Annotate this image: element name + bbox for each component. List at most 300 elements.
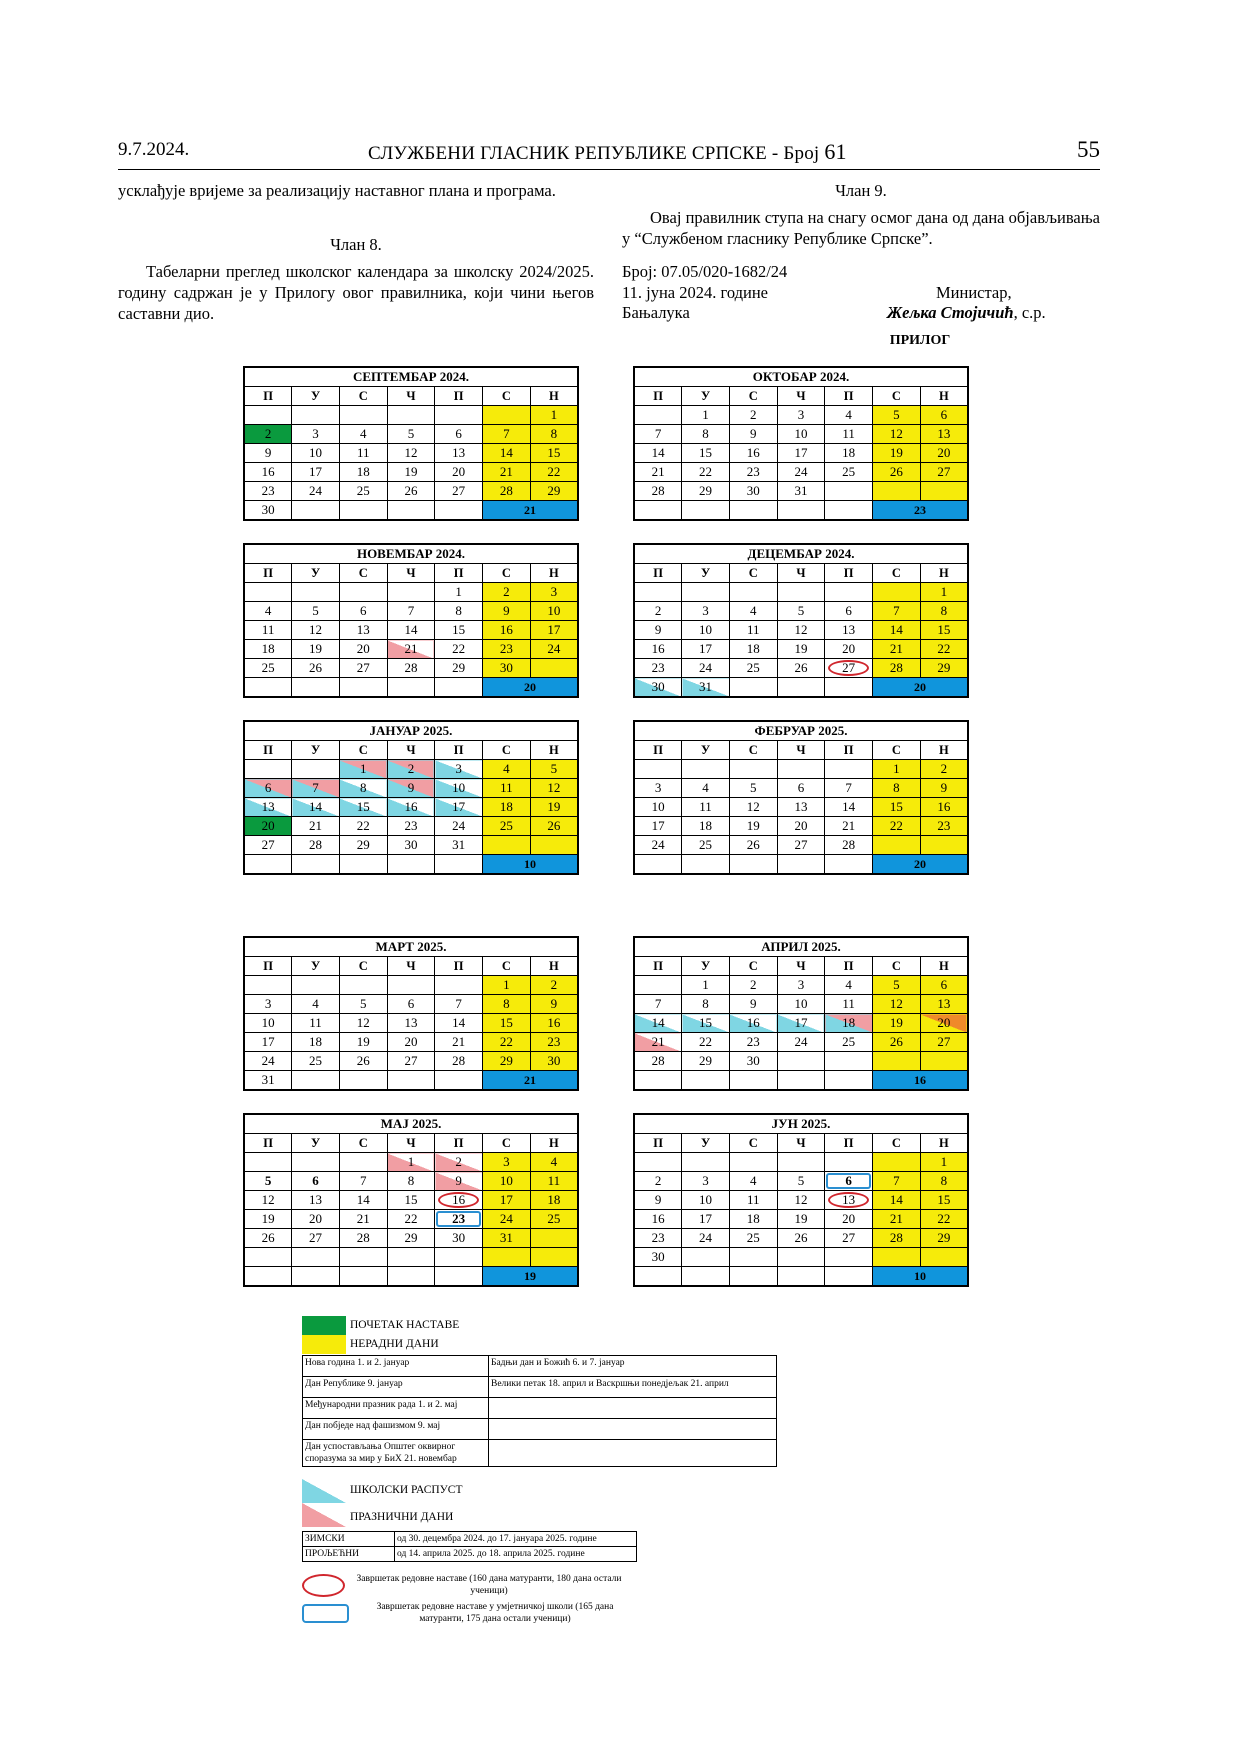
- week-row: [244, 1191, 578, 1210]
- weekday-header: П: [244, 387, 292, 406]
- weekday-header: С: [339, 741, 387, 760]
- clan8-paragraph: Табеларни преглед школског календара за школску 2024/2025. годину садржан је у Прилогу овог правилника, који чини његов саставни дио.: [118, 262, 594, 323]
- legend-row: [303, 1377, 777, 1398]
- weekday-header: Н: [920, 387, 968, 406]
- day-cell: 4: [729, 1172, 777, 1191]
- month-calendar: [243, 720, 579, 875]
- day-cell: 28: [435, 1052, 483, 1071]
- empty-cell: [682, 583, 730, 602]
- day-cell: 31: [435, 836, 483, 855]
- day-cell: 5: [777, 1172, 825, 1191]
- day-cell: 17: [244, 1033, 292, 1052]
- break-cell: од 14. априла 2025. до 18. априла 2025. године: [395, 1547, 637, 1562]
- empty-cell: [920, 836, 968, 855]
- day-cell: 28: [292, 836, 340, 855]
- day-cell: 16: [634, 640, 682, 659]
- weekday-header: С: [729, 387, 777, 406]
- weekday-header: Ч: [387, 564, 435, 583]
- empty-cell: [339, 678, 387, 698]
- day-cell: 26: [530, 817, 578, 836]
- empty-cell: [777, 855, 825, 875]
- day-cell: 16: [387, 798, 435, 817]
- month-calendar: [243, 366, 579, 521]
- day-cell: 30: [729, 1052, 777, 1071]
- empty-cell: [530, 836, 578, 855]
- day-cell: 18: [339, 463, 387, 482]
- day-cell: 7: [634, 995, 682, 1014]
- week-row: [244, 798, 578, 817]
- month-total: 10: [873, 1267, 968, 1287]
- day-cell: 4: [825, 406, 873, 425]
- day-cell: 27: [920, 1033, 968, 1052]
- legend-cell: [489, 1419, 777, 1440]
- day-cell: 12: [339, 1014, 387, 1033]
- day-cell: 3: [292, 425, 340, 444]
- day-cell: 17: [777, 1014, 825, 1033]
- weekday-header: Ч: [387, 387, 435, 406]
- empty-cell: [244, 976, 292, 995]
- week-row: [634, 1191, 968, 1210]
- week-row: [634, 1248, 968, 1267]
- day-cell: 16: [729, 1014, 777, 1033]
- week-row: [244, 760, 578, 779]
- weekday-header: Ч: [777, 564, 825, 583]
- week-row: [244, 482, 578, 501]
- legend-end-art: Завршетак редовне наставе у умјетничкој школи (165 дана матуранти, 175 дана остали ученици): [376, 1602, 614, 1624]
- issue-date: 9.7.2024.: [118, 139, 190, 160]
- day-cell: 29: [530, 482, 578, 501]
- week-row: [244, 1267, 578, 1287]
- day-cell: 13: [339, 621, 387, 640]
- empty-cell: [244, 855, 292, 875]
- broj-line: Број: 07.05/020-1682/24: [622, 262, 788, 281]
- week-row: [634, 640, 968, 659]
- day-cell: 21: [387, 640, 435, 659]
- day-cell: 5: [530, 760, 578, 779]
- day-cell: 1: [682, 406, 730, 425]
- weekday-header: У: [682, 957, 730, 976]
- day-cell: 11: [292, 1014, 340, 1033]
- weekday-header: П: [825, 957, 873, 976]
- legend-cell: Дан успостављања Општег оквирног споразума за мир у БиХ 21. новембар: [303, 1440, 489, 1467]
- day-cell: 26: [873, 1033, 921, 1052]
- day-cell: 14: [873, 1191, 921, 1210]
- day-cell: 5: [729, 779, 777, 798]
- weekday-header: С: [873, 957, 921, 976]
- weekday-header: П: [244, 1134, 292, 1153]
- day-cell: 3: [777, 976, 825, 995]
- weekday-header: П: [634, 957, 682, 976]
- empty-cell: [483, 836, 531, 855]
- day-cell: 9: [920, 779, 968, 798]
- day-cell: 26: [339, 1052, 387, 1071]
- day-cell: 28: [873, 1229, 921, 1248]
- empty-cell: [244, 1267, 292, 1287]
- weekday-header: С: [873, 387, 921, 406]
- week-row: [244, 1210, 578, 1229]
- day-cell: 17: [682, 640, 730, 659]
- weekday-header: Н: [920, 1134, 968, 1153]
- day-cell: 1: [920, 583, 968, 602]
- day-cell: 7: [435, 995, 483, 1014]
- day-cell: 10: [682, 621, 730, 640]
- legend-row: [303, 1440, 777, 1467]
- day-cell: 2: [435, 1153, 483, 1172]
- day-cell: 15: [387, 1191, 435, 1210]
- empty-cell: [244, 1248, 292, 1267]
- day-cell: 4: [483, 760, 531, 779]
- day-cell: 24: [777, 1033, 825, 1052]
- day-cell: 17: [483, 1191, 531, 1210]
- day-cell: 5: [873, 406, 921, 425]
- week-row: [634, 995, 968, 1014]
- empty-cell: [825, 501, 873, 521]
- day-cell: 3: [682, 1172, 730, 1191]
- day-cell: 17: [777, 444, 825, 463]
- month-title: АПРИЛ 2025.: [634, 937, 968, 957]
- empty-cell: [873, 1248, 921, 1267]
- weekday-header: Н: [530, 741, 578, 760]
- month-title: ОКТОБАР 2024.: [634, 367, 968, 387]
- week-row: [244, 621, 578, 640]
- day-cell: 15: [483, 1014, 531, 1033]
- day-cell: 18: [292, 1033, 340, 1052]
- weekday-header: С: [729, 741, 777, 760]
- mjesto-line: Бањалука: [622, 303, 690, 322]
- day-cell: 6: [244, 779, 292, 798]
- day-cell: 27: [825, 659, 873, 678]
- empty-cell: [825, 1267, 873, 1287]
- day-cell: 6: [920, 406, 968, 425]
- day-cell: 23: [244, 482, 292, 501]
- day-cell: 9: [244, 444, 292, 463]
- empty-cell: [387, 406, 435, 425]
- day-cell: 30: [729, 482, 777, 501]
- empty-cell: [777, 583, 825, 602]
- empty-cell: [634, 1267, 682, 1287]
- empty-cell: [387, 1071, 435, 1091]
- weekday-header: С: [483, 387, 531, 406]
- empty-cell: [339, 1071, 387, 1091]
- day-cell: 19: [729, 817, 777, 836]
- empty-cell: [682, 1153, 730, 1172]
- day-cell: 29: [682, 1052, 730, 1071]
- day-cell: 10: [682, 1191, 730, 1210]
- day-cell: 23: [729, 463, 777, 482]
- empty-cell: [339, 1248, 387, 1267]
- day-cell: 11: [729, 621, 777, 640]
- day-cell: 14: [825, 798, 873, 817]
- day-cell: 2: [387, 760, 435, 779]
- day-cell: 13: [920, 995, 968, 1014]
- clan9-text: [622, 207, 1100, 249]
- empty-cell: [777, 1248, 825, 1267]
- legend-school-break: ШКОЛСКИ РАСПУСТ: [350, 1484, 463, 1496]
- empty-cell: [825, 1153, 873, 1172]
- day-cell: 25: [483, 817, 531, 836]
- red-ring-icon: [302, 1574, 345, 1597]
- day-cell: 11: [825, 995, 873, 1014]
- empty-cell: [292, 1153, 340, 1172]
- week-row: [244, 678, 578, 698]
- yellow-swatch: [302, 1335, 346, 1354]
- day-cell: 28: [634, 1052, 682, 1071]
- week-row: [634, 602, 968, 621]
- empty-cell: [777, 1267, 825, 1287]
- break-row: [303, 1547, 637, 1562]
- day-cell: 30: [634, 1248, 682, 1267]
- green-swatch: [302, 1316, 346, 1335]
- day-cell: 28: [483, 482, 531, 501]
- day-cell: 14: [435, 1014, 483, 1033]
- day-cell: 4: [825, 976, 873, 995]
- day-cell: 3: [244, 995, 292, 1014]
- weekday-header: Ч: [777, 1134, 825, 1153]
- day-cell: 26: [244, 1229, 292, 1248]
- empty-cell: [339, 501, 387, 521]
- day-cell: 23: [920, 817, 968, 836]
- empty-cell: [244, 583, 292, 602]
- weekday-header: П: [435, 387, 483, 406]
- week-row: [244, 640, 578, 659]
- week-row: [634, 1071, 968, 1091]
- day-cell: 28: [387, 659, 435, 678]
- month-table: [633, 543, 969, 698]
- day-cell: 25: [530, 1210, 578, 1229]
- day-cell: 26: [729, 836, 777, 855]
- empty-cell: [729, 760, 777, 779]
- day-cell: 1: [339, 760, 387, 779]
- week-row: [634, 659, 968, 678]
- journal-name: СЛУЖБЕНИ ГЛАСНИК РЕПУБЛИКЕ СРПСКЕ - Број: [368, 143, 820, 164]
- weekday-header: Н: [530, 957, 578, 976]
- weekday-header: П: [634, 741, 682, 760]
- week-row: [244, 444, 578, 463]
- day-cell: 8: [873, 779, 921, 798]
- empty-cell: [292, 583, 340, 602]
- empty-cell: [634, 583, 682, 602]
- legend-nonwork: НЕРАДНИ ДАНИ: [350, 1338, 439, 1350]
- empty-cell: [530, 1248, 578, 1267]
- day-cell: 25: [825, 1033, 873, 1052]
- empty-cell: [873, 836, 921, 855]
- month-table: [243, 936, 579, 1091]
- day-cell: 11: [483, 779, 531, 798]
- empty-cell: [435, 855, 483, 875]
- day-cell: 20: [825, 1210, 873, 1229]
- legend-cell: Велики петак 18. април и Васкршњи понедјељак 21. април: [489, 1377, 777, 1398]
- week-row: [244, 501, 578, 521]
- day-cell: 21: [634, 463, 682, 482]
- day-cell: 24: [435, 817, 483, 836]
- empty-cell: [777, 1153, 825, 1172]
- empty-cell: [777, 1052, 825, 1071]
- legend-end-regular: Завршетак редовне наставе (160 дана матуранти, 180 дана остали ученици): [356, 1574, 622, 1596]
- week-row: [634, 1014, 968, 1033]
- empty-cell: [682, 855, 730, 875]
- day-cell: 27: [339, 659, 387, 678]
- day-cell: 4: [244, 602, 292, 621]
- month-title: МАЈ 2025.: [244, 1114, 578, 1134]
- month-title: ДЕЦЕМБАР 2024.: [634, 544, 968, 564]
- week-row: [244, 976, 578, 995]
- week-row: [634, 425, 968, 444]
- empty-cell: [387, 855, 435, 875]
- day-cell: 16: [483, 621, 531, 640]
- day-cell: 27: [244, 836, 292, 855]
- empty-cell: [729, 1153, 777, 1172]
- day-cell: 19: [292, 640, 340, 659]
- empty-cell: [825, 1071, 873, 1091]
- break-cell: од 30. децембра 2024. до 17. јануара 2025. године: [395, 1532, 637, 1547]
- empty-cell: [873, 1153, 921, 1172]
- week-row: [634, 855, 968, 875]
- empty-cell: [387, 976, 435, 995]
- month-table: [243, 1113, 579, 1287]
- day-cell: 21: [873, 640, 921, 659]
- day-cell: 19: [387, 463, 435, 482]
- legend-cell: [489, 1398, 777, 1419]
- day-cell: 20: [244, 817, 292, 836]
- empty-cell: [339, 976, 387, 995]
- day-cell: 2: [483, 583, 531, 602]
- month-calendar: [633, 1113, 969, 1287]
- weekday-header: Н: [530, 1134, 578, 1153]
- day-cell: 9: [634, 621, 682, 640]
- week-row: [634, 817, 968, 836]
- week-row: [634, 760, 968, 779]
- week-row: [634, 1267, 968, 1287]
- empty-cell: [825, 583, 873, 602]
- weekday-header: П: [435, 564, 483, 583]
- day-cell: 16: [729, 444, 777, 463]
- day-cell: 6: [777, 779, 825, 798]
- day-cell: 20: [339, 640, 387, 659]
- day-cell: 3: [435, 760, 483, 779]
- month-title: ФЕБРУАР 2025.: [634, 721, 968, 741]
- empty-cell: [634, 760, 682, 779]
- week-row: [244, 425, 578, 444]
- day-cell: 1: [920, 1153, 968, 1172]
- intro-text: усклађује вријеме за реализацију наставног плана и програма.: [118, 181, 556, 200]
- header-rule: [118, 169, 1100, 170]
- day-cell: 28: [873, 659, 921, 678]
- weekday-header: П: [435, 957, 483, 976]
- day-cell: 19: [244, 1210, 292, 1229]
- day-cell: 12: [292, 621, 340, 640]
- day-cell: 18: [729, 1210, 777, 1229]
- day-cell: 17: [530, 621, 578, 640]
- week-row: [244, 1014, 578, 1033]
- day-cell: 29: [483, 1052, 531, 1071]
- day-cell: 16: [530, 1014, 578, 1033]
- day-cell: 30: [483, 659, 531, 678]
- day-cell: 21: [483, 463, 531, 482]
- empty-cell: [729, 1267, 777, 1287]
- clan8-text: [118, 261, 594, 324]
- day-cell: 2: [729, 406, 777, 425]
- week-row: [244, 855, 578, 875]
- day-cell: 11: [729, 1191, 777, 1210]
- empty-cell: [292, 760, 340, 779]
- empty-cell: [920, 482, 968, 501]
- weekday-header: С: [729, 957, 777, 976]
- empty-cell: [339, 855, 387, 875]
- weekday-header: Н: [530, 564, 578, 583]
- empty-cell: [729, 501, 777, 521]
- day-cell: 11: [244, 621, 292, 640]
- month-calendar: [633, 543, 969, 698]
- day-cell: 8: [435, 602, 483, 621]
- day-cell: 21: [634, 1033, 682, 1052]
- weekday-header: С: [339, 387, 387, 406]
- day-cell: 12: [530, 779, 578, 798]
- clan8-title: Члан 8.: [330, 235, 382, 254]
- day-cell: 18: [682, 817, 730, 836]
- weekday-header: П: [634, 387, 682, 406]
- empty-cell: [292, 406, 340, 425]
- empty-cell: [682, 760, 730, 779]
- day-cell: 23: [634, 659, 682, 678]
- school-break-swatch: [302, 1479, 346, 1503]
- weekday-header: П: [825, 1134, 873, 1153]
- empty-cell: [435, 1267, 483, 1287]
- day-cell: 7: [339, 1172, 387, 1191]
- day-cell: 19: [339, 1033, 387, 1052]
- legend-holidays: ПРАЗНИЧНИ ДАНИ: [350, 1511, 454, 1523]
- day-cell: 30: [634, 678, 682, 698]
- week-row: [244, 779, 578, 798]
- weekday-header: С: [729, 564, 777, 583]
- day-cell: 9: [387, 779, 435, 798]
- clan9-title: Члан 9.: [835, 181, 887, 200]
- day-cell: 18: [483, 798, 531, 817]
- day-cell: 2: [244, 425, 292, 444]
- month-title: ЈАНУАР 2025.: [244, 721, 578, 741]
- weekday-header: П: [244, 741, 292, 760]
- day-cell: 31: [483, 1229, 531, 1248]
- day-cell: 27: [387, 1052, 435, 1071]
- day-cell: 8: [530, 425, 578, 444]
- week-row: [634, 836, 968, 855]
- day-cell: 13: [292, 1191, 340, 1210]
- issue-number: 61: [824, 139, 847, 164]
- day-cell: 4: [530, 1153, 578, 1172]
- day-cell: 1: [873, 760, 921, 779]
- day-cell: 15: [920, 1191, 968, 1210]
- week-row: [634, 798, 968, 817]
- weekday-header: П: [825, 741, 873, 760]
- empty-cell: [729, 678, 777, 698]
- nonwork-table: [302, 1355, 777, 1467]
- empty-cell: [777, 501, 825, 521]
- day-cell: 10: [435, 779, 483, 798]
- month-calendar: [633, 720, 969, 875]
- day-cell: 12: [873, 995, 921, 1014]
- weekday-header: У: [682, 1134, 730, 1153]
- day-cell: 18: [729, 640, 777, 659]
- week-row: [244, 583, 578, 602]
- empty-cell: [920, 1052, 968, 1071]
- day-cell: 3: [682, 602, 730, 621]
- day-cell: 3: [777, 406, 825, 425]
- week-row: [244, 1248, 578, 1267]
- day-cell: 3: [634, 779, 682, 798]
- day-cell: 10: [777, 995, 825, 1014]
- day-cell: 2: [920, 760, 968, 779]
- day-cell: 24: [530, 640, 578, 659]
- weekday-header: С: [483, 1134, 531, 1153]
